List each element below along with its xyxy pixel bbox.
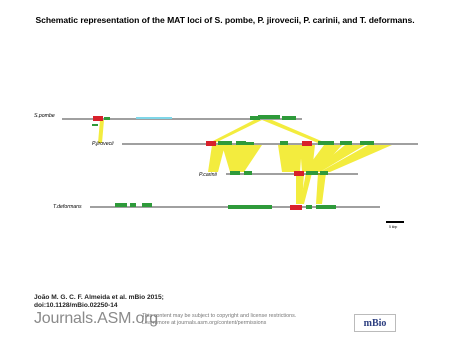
synteny-link — [278, 145, 302, 172]
track-label: S.pombe — [34, 113, 55, 119]
figure-title: Schematic representation of the MAT loci of S. pombe, P. jirovecii, P. carinii, and T. deformans. — [35, 15, 415, 25]
mbio-logo: mBio — [354, 314, 396, 332]
synteny-links — [98, 120, 392, 204]
track-label: P.jirovecii — [92, 141, 114, 147]
track-spombe — [34, 113, 302, 126]
copyright-line: This content may be subject to copyright and license restrictions. — [142, 313, 297, 319]
synteny-link — [98, 120, 104, 143]
citation — [34, 294, 164, 310]
mat-gene-marker — [93, 116, 103, 121]
journals-asm-logo[interactable]: Journals.ASM.org — [34, 310, 158, 327]
synteny-link — [262, 120, 326, 143]
track-label: P.carinii — [199, 172, 217, 178]
citation-authors: João M. G. C. F. Almeida et al. mBio 2015; — [34, 294, 164, 301]
track-tdeformans — [53, 203, 380, 210]
track-pcarinii — [199, 171, 358, 178]
synteny-link — [222, 145, 262, 172]
synteny-link — [316, 173, 326, 204]
scale-bar-label: 5 kbp — [389, 225, 398, 229]
synteny-link — [208, 145, 225, 172]
track-label: T.deformans — [53, 204, 82, 210]
scale-bar — [386, 221, 404, 229]
copyright-notice — [142, 313, 296, 327]
synteny-link — [209, 120, 262, 143]
citation-doi: doi:10.1128/mBio.02250-14 — [34, 302, 118, 309]
cyan-region — [136, 117, 172, 119]
permissions-line: Learn more at journals.asm.org/content/permissions — [142, 320, 267, 326]
